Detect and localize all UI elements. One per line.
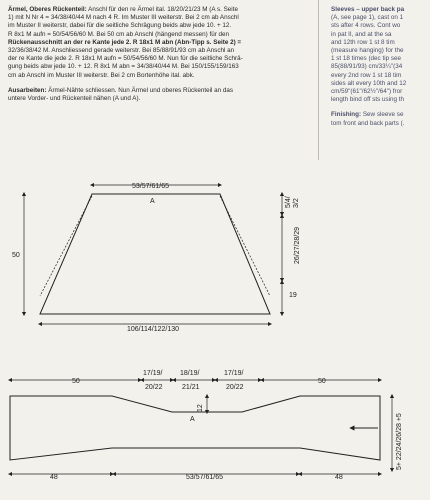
side-height-label: 5+ 22/24/26/28 +5 <box>396 413 403 470</box>
part-a-label: A <box>150 198 155 205</box>
right-top-label-b: 3/2 <box>293 198 300 208</box>
trapezoid-outline <box>40 194 270 314</box>
line-en: tom front and back parts (. <box>331 119 405 127</box>
neck-left-top-label: 17/19/ <box>143 370 163 377</box>
finishing-line: Ärmel-Nähte schliessen. Nun Ärmel und oberes Rückenteil an das <box>48 86 234 94</box>
line-en: and 12th row 1 st 8 tim <box>331 38 395 46</box>
german-instructions <box>8 6 311 110</box>
sleeve-back-heading: Ärmel, Oberes Rückenteil: <box>8 6 87 13</box>
finishing-heading: Ausarbeiten: <box>8 86 47 94</box>
sleeve-back-line: der re Kante die jede 2. R 18x1 M aufn = 50/54/56/60 M. Nun für die seitliche Schrä- <box>8 55 243 63</box>
neck-middle-bottom-label: 21/21 <box>182 384 200 391</box>
line-en: (A, see page 1), cast on 1 <box>331 14 404 22</box>
line-en: Sew sleeve se <box>362 111 404 119</box>
sleeve-back-line: cm ab Anschl im Muster III weiterstr. Bei 2 cm Bortenhöhe ital. abk. <box>8 71 195 79</box>
line-en: sides alt every 10th and 12 <box>331 79 407 87</box>
bottom-left-label: 48 <box>50 474 58 481</box>
line-en: 85(88/91/93) cm/33¼"(34 <box>331 63 403 71</box>
sleeve-back-line: 32/36/38/42 M. Anschliessend gerade weiterstr. Bei 85/88/91/93 cm ab Anschl an <box>8 47 235 55</box>
part-a-label-2: A <box>190 416 195 423</box>
sleeve-back-paragraph-en <box>331 6 430 104</box>
line-en: (measure hanging) for the <box>331 47 404 55</box>
sleeve-back-heading-en: Sleeves – upper back pa <box>331 6 405 13</box>
trapezoid-diagram <box>12 183 301 333</box>
sleeve-back-line: gung beids abw jede 10. + 12. R 8x1 M abn = 34/38/40/44 M. Bei 150/155/159/163 <box>8 63 239 71</box>
left-length-label: 50 <box>72 378 80 385</box>
sleeve-back-line: im Muster II weiterstr, dabei für die seitliche Schrägung beids abw jede 10. + 12. <box>8 22 232 30</box>
english-instructions <box>331 6 430 135</box>
sleeve-back-line: 1) mit N Nr 4 = 34/38/40/44 M nach 4 R. Im Muster III weiterstr. Bei 2 cm ab Anschl <box>8 14 239 22</box>
right-middle-label: 26/27/28/29 <box>294 227 301 264</box>
right-length-label: 50 <box>318 378 326 385</box>
bottom-width-label: 106/114/122/130 <box>127 326 180 333</box>
neck-middle-top-label: 18/19/ <box>180 370 200 377</box>
height-label: 50 <box>12 252 20 259</box>
line-en: sts after 4 rows. Cont wo <box>331 22 401 30</box>
sleeve-back-diagram <box>10 370 403 481</box>
line-en: in pat II, and at the sa <box>331 30 392 38</box>
line-en: cm/59"(61"/62½"/64") fror <box>331 88 403 96</box>
neck-depth-label: 12 <box>197 404 204 412</box>
finishing-paragraph <box>8 87 311 103</box>
bottom-center-label: 53/57/61/65 <box>186 474 223 481</box>
neck-right-bottom-label: 20/22 <box>226 384 244 391</box>
sleeve-back-paragraph <box>8 6 311 80</box>
sleeve-back-line: R 8x1 M aufn = 50/54/56/60 M. Bei 50 cm ab Anschl (hängend messen) für den <box>8 30 230 38</box>
schematic-diagrams <box>0 160 430 500</box>
neck-left-bottom-label: 20/22 <box>145 384 163 391</box>
right-bottom-label: 19 <box>289 292 297 299</box>
line-en: every 2nd row 1 st 18 tim <box>331 71 402 79</box>
finishing-paragraph-en <box>331 111 430 127</box>
line-en: 1 st 18 times (dec tip see <box>331 55 401 63</box>
sleeve-back-line: Rückenausschnitt an der re Kante jede 2. R 18x1 M abn (Abn-Tipp s. Seite 2) = <box>8 38 242 46</box>
sleeve-back-outline <box>10 396 380 460</box>
bottom-right-label: 48 <box>335 474 343 481</box>
top-width-label: 53/57/61/65 <box>132 183 169 190</box>
neck-right-top-label: 17/19/ <box>224 370 244 377</box>
finishing-line: untere Vorder- und Rückenteil nähen (A und A). <box>8 95 141 103</box>
sleeve-back-line: Anschl für den re Ärmel ital. 18/20/21/23 M (A s. Seite <box>88 6 238 13</box>
column-divider <box>318 0 319 160</box>
line-en: length bind off sts using th <box>331 96 405 104</box>
right-top-label-a: 5/4/ <box>285 196 292 208</box>
finishing-heading-en: Finishing: <box>331 111 362 119</box>
